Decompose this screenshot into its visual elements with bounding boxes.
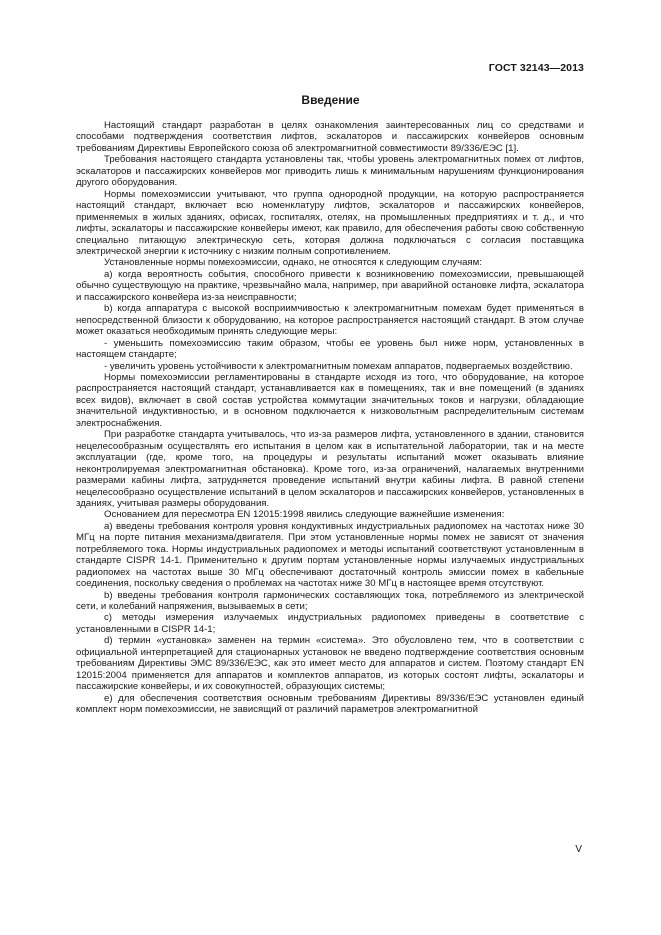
paragraph: При разработке стандарта учитывалось, что из-за размеров лифта, установленного в здании, становится нецелесообразным осуществлять его испытания в целом как в испытательной лаборатории, так и на месте эксплуатации (где, кроме того, на процедуры и результаты испытаний может оказывать влияние неконтролируемая электромагнитная обстановка). Кроме того, из-за ограничений, налагаемых внутренними размерами кабины лифта, затрудняется проведение испытаний внутри кабины лифта. В равной степени нецелесообразно осуществление испытаний в целом эскалаторов и пассажирских конвейеров, установленных в зданиях, учитывая размеры оборудования.: [76, 429, 584, 509]
list-item: b) когда аппаратура с высокой восприимчивостью к электромагнитным помехам будет применяться в непосредственной близости к оборудованию, на которое распространяется настоящий стандарт. В этом случае может оказаться необходимым принять следующие меры:: [76, 303, 584, 338]
list-item: b) введены требования контроля гармонических составляющих тока, потребляемого из электрической сети, и колебаний напряжения, вызываемых в сети;: [76, 589, 584, 613]
page-number: V: [575, 844, 582, 855]
list-item: - увеличить уровень устойчивости к электромагнитным помехам аппаратов, подвергаемых воздействию.: [104, 360, 573, 372]
paragraph: Установленные нормы помехоэмиссии, однако, не относятся к следующим случаям:: [104, 257, 482, 269]
paragraph: Нормы помехоэмиссии учитывают, что группа однородной продукции, на которую распространяется настоящий стандарт, включает всю номенклатуру лифтов, эскалаторов и пассажирских конвейеров, применяемых в жилых зданиях, офисах, госпиталях, отелях, на промышленных предприятиях и т. д., и что лифты, эскалаторы и пассажирские конвейеры имеют, как правило, для обеспечения работы свою собственную специально питающую электрическую сеть, которая должна подключаться с согласия поставщика электрической энергии к источнику с низким полным сопротивлением.: [76, 188, 584, 257]
paragraph: Требования настоящего стандарта установлены так, чтобы уровень электромагнитных помех от лифтов, эскалаторов и пассажирских конвейеров мог приводить лишь к минимальным нарушениям функционирования другого оборудования.: [76, 154, 584, 189]
list-item: c) методы измерения излучаемых индустриальных радиопомех приведены в соответствие с установленными в CISPR 14-1;: [76, 612, 584, 635]
list-item: d) термин «установка» заменен на термин «система». Это обусловлено тем, что в соответствии с официальной интерпретацией для стационарных установок не введено подтверждение соответствия основным требованиям Директивы ЭМС 89/336/ЕЭС, как это имеет место для аппаратов и систем. Поэтому стандарт EN 12015:2004 применяется для аппаратов и комплектов аппаратов, из которых состоят лифты, эскалаторы и пассажирские конвейеры, и их совокупностей, образующих системы;: [76, 635, 584, 693]
paragraph: Основанием для пересмотра EN 12015:1998 явились следующие важнейшие изменения:: [104, 509, 505, 521]
list-item: а) введены требования контроля уровня кондуктивных индустриальных радиопомех на частотах ниже 30 МГц на порте питания механизма/двигателя. При этом установленные нормы помех не зависят от значения потребляемого тока. Нормы индустриальных радиопомех и методы испытаний соответствуют установленным в стандарте CISPR 14-1. Применительно к другим портам установленные нормы излучаемых индустриальных радиопомех на частотах выше 30 МГц обеспечивают достаточный контроль эмиссии помех в кабельные соединения, поскольку сведения о проблемах на частотах ниже 30 МГц в настоящее время отсутствуют.: [76, 520, 584, 590]
list-item: а) когда вероятность события, способного привести к возникновению помехоэмиссии, превышающей обычно существующую на практике, чрезвычайно мала, например, при аварийной остановке лифта, эскалатора и пассажирского конвейера из-за неисправности;: [76, 268, 584, 303]
paragraph: Нормы помехоэмиссии регламентированы в стандарте исходя из того, что оборудование, на которое распространяется настоящий стандарт, устанавливается как в помещениях, так и вне помещений (в зданиях всех видов), включает в свой состав устройства коммутации значительных токов и нагрузки, обладающие значительной индуктивностью, и в основном подключается к низковольтным распределительным системам электроснабжения.: [76, 371, 584, 429]
section-title: Введение: [301, 93, 360, 107]
standard-header: ГОСТ 32143—2013: [488, 62, 584, 74]
list-item: - уменьшить помехоэмиссию таким образом, чтобы ее уровень был ниже норм, установленных в настоящем стандарте;: [76, 337, 584, 361]
list-item: е) для обеспечения соответствия основным требованиям Директивы 89/336/ЕЭС установлен единый комплект норм помехоэмиссии, не зависящий от различий параметров электромагнитной: [76, 692, 584, 716]
paragraph: Настоящий стандарт разработан в целях ознакомления заинтересованных лиц со средствами и способами подтверждения соответствия лифтов, эскалаторов и пассажирских конвейеров основным требованиям Директивы Европейского союза об электромагнитной совместимости 89/336/ЕЭС [1].: [76, 120, 584, 154]
body-text: [76, 120, 584, 716]
